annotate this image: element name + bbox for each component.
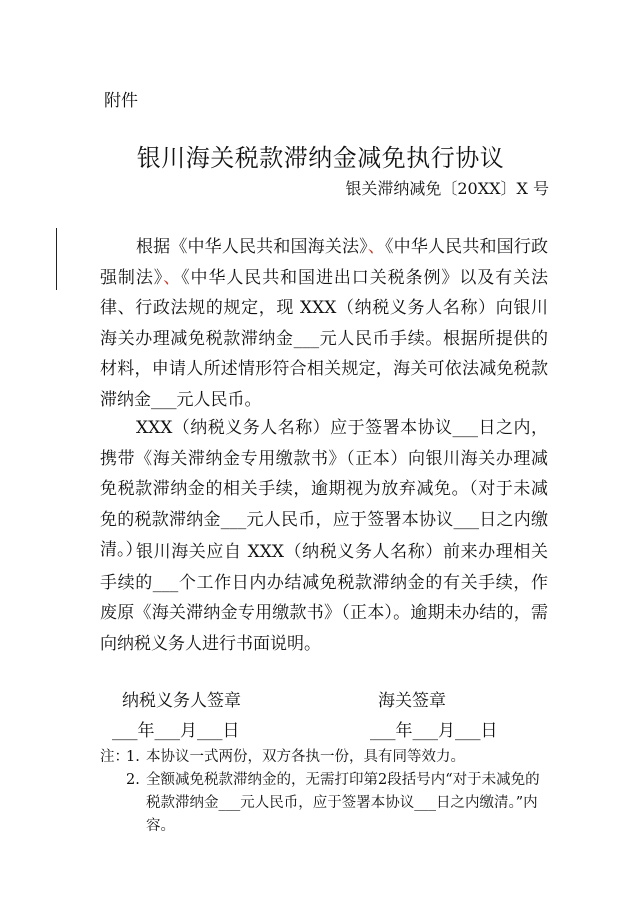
revision-mark-2: 、 xyxy=(163,267,182,288)
revision-mark-1: 、 xyxy=(367,237,386,257)
note-2-line-2: 税款滞纳金___元人民币，应于签署本协议___日之内缴清。”内容。 xyxy=(146,795,538,834)
note-2-number: 2. xyxy=(126,772,140,788)
customs-signature-label: 海关签章 xyxy=(378,691,446,711)
paragraph-1 xyxy=(100,232,548,415)
notes-prefix: 注： xyxy=(100,749,129,765)
paragraph-2: XXX（纳税义务人名称）应于签署本协议___日之内，携带《海关滞纳金专用缴款书》（正本）向银川海关办理减免税款滞纳金的相关手续，逾期视为放弃减免。（对于未减免的税款滞纳金___元人民币，应于签署本协议___日之内缴清。） xyxy=(100,418,548,560)
paragraph-1-part-b: 《中华人民共和国行政强制法》 xyxy=(100,237,549,288)
customs-date: ___年___月___日 xyxy=(370,721,498,741)
notes-section xyxy=(100,746,560,838)
note-1-number: 1. xyxy=(126,749,140,765)
note-2 xyxy=(100,769,560,792)
note-1-text: 本协议一式两份，双方各执一份，具有同等效力。 xyxy=(146,749,465,765)
paragraph-3: 银川海关应自 XXX（纳税义务人名称）前来办理相关手续的___个工作日内办结减免税款滞纳金的有关手续，作废原《海关滞纳金专用缴款书》（正本）。逾期未办结的，需向纳税义务人进行书面说明。 xyxy=(100,542,548,654)
paragraph-1-part-a: 根据《中华人民共和国海关法》 xyxy=(136,237,368,257)
attachment-label: 附件 xyxy=(104,91,138,111)
paragraph-1-part-c: 《中华人民共和国进出口关税条例》以及有关法律、行政法规的规定，现 XXX（纳税义务人名称）向银川海关办理减免税款滞纳金___元人民币手续。根据所提供的材料，申请人所述情形符合相关规定，海关可依法减免税款滞纳金___元人民币。 xyxy=(100,267,549,410)
taxpayer-date: ___年___月___日 xyxy=(112,721,240,741)
note-2-line-1: 全额减免税款滞纳金的，无需打印第2段括号内“对于未减免的 xyxy=(146,772,540,788)
revision-margin-bar xyxy=(56,228,57,290)
document-number: 银关滞纳减免〔20XX〕X 号 xyxy=(345,179,549,198)
note-1 xyxy=(100,746,560,769)
document-title: 银川海关税款滞纳金减免执行协议 xyxy=(136,144,505,172)
taxpayer-signature-label: 纳税义务人签章 xyxy=(122,691,241,711)
